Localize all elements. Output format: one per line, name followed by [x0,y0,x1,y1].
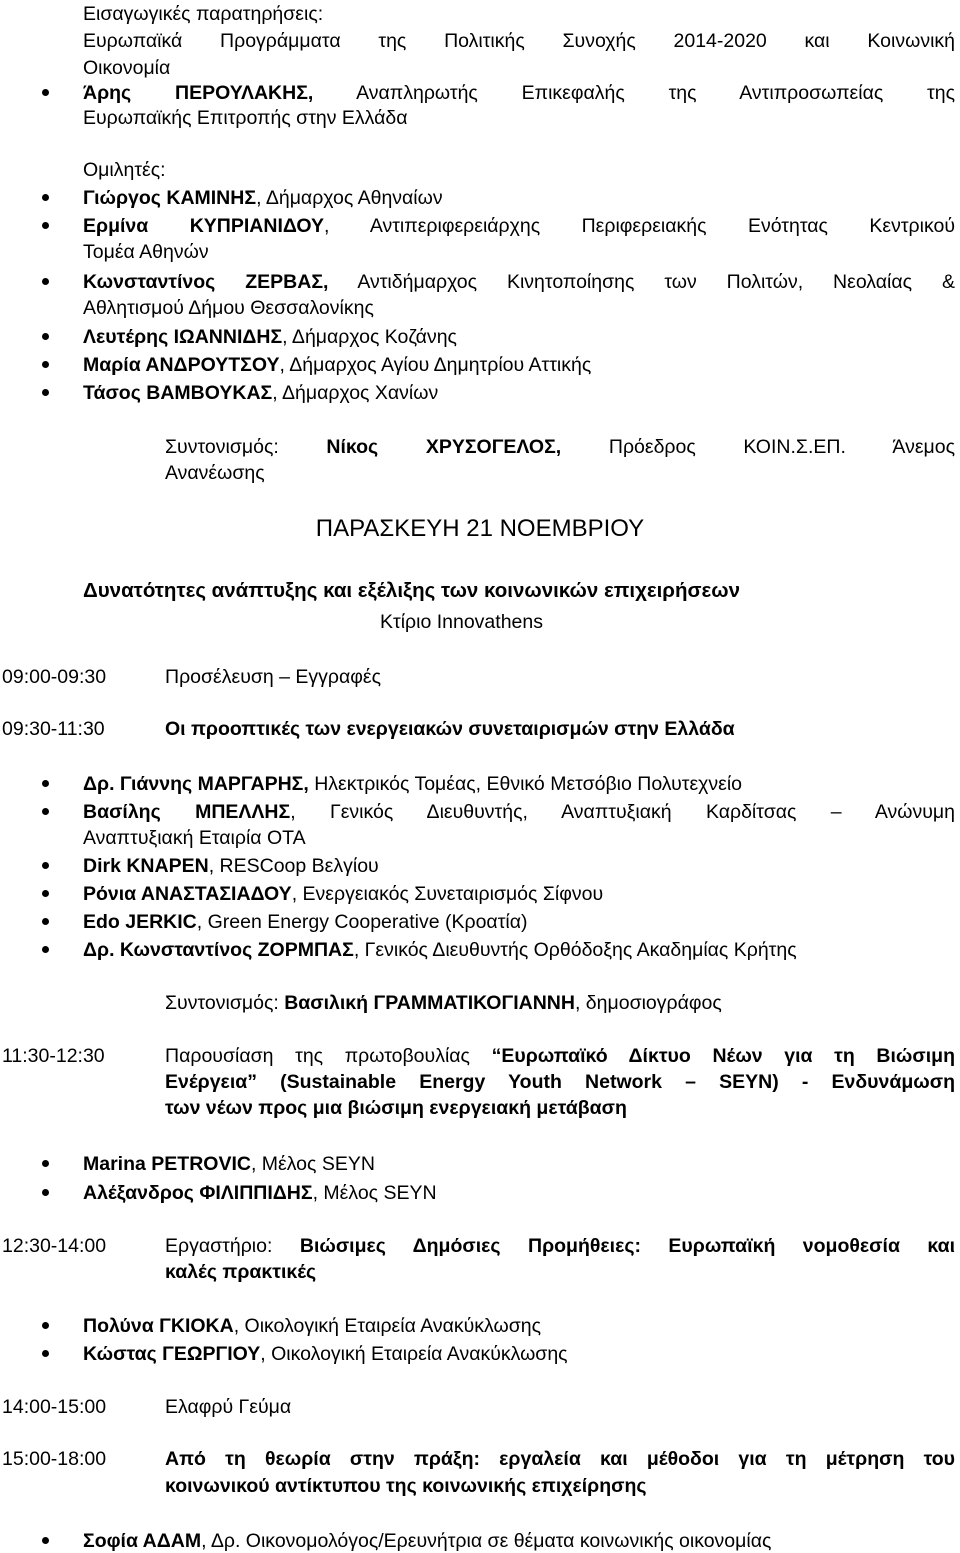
speaker-name: Γιώργος ΚΑΜΙΝΗΣ [83,187,257,209]
panelist-role: , Οικολογική Εταιρεία Ανακύκλωσης [260,1343,568,1365]
bullet [42,946,49,953]
speaker-name: Κωνσταντίνος ΖΕΡΒΑΣ, [83,271,329,293]
panelist-name: Edo JERKIC [83,911,197,933]
panelist-role-cont: Αναπτυξιακή Εταιρία ΟΤΑ [83,827,306,849]
session-intro: Παρουσίαση της πρωτοβουλίας [165,1045,470,1067]
session-title-text: Βιώσιμες Δημόσιες Προμήθειες: Ευρωπαϊκή νομοθεσία και [299,1235,956,1257]
panelist-role: , Γενικός Διευθυντής, Αναπτυξιακή Καρδίτσας – Ανώνυμη [290,801,955,823]
panelist-item [83,1529,771,1553]
panelist-role: , Γενικός Διευθυντής Ορθόδοξης Ακαδημίας Κρήτης [353,939,797,961]
session-title [165,1234,955,1258]
panelist-item [83,1342,568,1366]
day-title: ΠΑΡΑΣΚΕΥΗ 21 ΝΟΕΜΒΡΙΟΥ [315,515,645,542]
coordinator-name: Βασιλική ΓΡΑΜΜΑΤΙΚΟΓΙΑΝΝΗ [284,992,575,1014]
speaker-role-cont: Ευρωπαϊκής Επιτροπής στην Ελλάδα [83,107,408,129]
speaker-name: Άρης ΠΕΡΟΥΛΑΚΗΣ, [83,82,314,104]
speaker-role: , Δήμαρχος Κοζάνης [282,326,457,348]
speaker-name: Μαρία ΑΝΔΡΟΥΤΣΟΥ [83,354,280,376]
speaker-item [83,325,457,349]
session-time: 14:00-15:00 [2,1396,107,1418]
panelist-role: , Ενεργειακός Συνεταιρισμός Σίφνου [291,883,604,905]
panelist-role: , Μέλος SEYN [312,1182,437,1204]
panelist-item [83,854,379,878]
session-title: Οι προοπτικές των ενεργειακών συνεταιρισμών στην Ελλάδα [165,718,735,740]
session-title-cont: των νέων προς μια βιώσιμη ενεργειακή μετάβαση [165,1097,627,1119]
bullet [42,361,49,368]
panelist-item [83,1152,375,1176]
bullet [42,89,49,96]
session-time: 11:30-12:30 [2,1045,105,1067]
bullet [42,1322,49,1329]
panelist-name: Ρόνια ΑΝΑΣΤΑΣΙΑΔΟΥ [83,883,292,905]
session-title: Από τη θεωρία στην πράξη: εργαλεία και μέθοδοι για τη μέτρηση του [165,1448,955,1470]
day-venue: Κτίριο Innovathens [380,611,543,633]
speaker-role: , Δήμαρχος Αγίου Δημητρίου Αττικής [279,354,592,376]
panelist-role: , Δρ. Οικονομολόγος/Ερευνήτρια σε θέματα κοινωνικής οικονομίας [201,1530,772,1552]
session-title-cont: Ενέργεια” (Sustainable Energy Youth Network – SEYN) - Ενδυνάμωση [165,1071,955,1093]
panelist-name: Σοφία ΑΔΑΜ [83,1530,202,1552]
session-title: Παρουσίαση της πρωτοβουλίας “Ευρωπαϊκό Δίκτυο Νέων για τη Βιώσιμη [165,1045,955,1067]
session-time: 15:00-18:00 [2,1448,107,1470]
intro-topic-line: Ευρωπαϊκά Προγράμματα της Πολιτικής Συνοχής 2014-2020 και Κοινωνική [83,30,955,52]
coordinator-line [165,991,722,1015]
session-time: 12:30-14:00 [2,1235,107,1257]
speaker-name: Τάσος ΒΑΜΒΟΥΚΑΣ [83,382,273,404]
panelist-name: Πολύνα ΓΚΙΟΚΑ [83,1315,234,1337]
panelist-role: , Μέλος SEYN [250,1153,375,1175]
bullet [42,808,49,815]
bullet [42,1189,49,1196]
bullet [42,333,49,340]
panelist-role: , Οικολογική Εταιρεία Ανακύκλωσης [233,1315,541,1337]
speaker-name: Ερμίνα ΚΥΠΡΙΑΝΙΔΟΥ [83,215,325,237]
speaker-role: , Δήμαρχος Αθηναίων [256,187,443,209]
speaker-role: Αντιδήμαρχος Κινητοποίησης των Πολιτών, Νεολαίας & [357,271,955,293]
panelist-role: Ηλεκτρικός Τομέας, Εθνικό Μετσόβιο Πολυτεχνείο [314,773,743,795]
session-title: Προσέλευση – Εγγραφές [165,666,382,688]
panelist-name: Δρ. Κωνσταντίνος ΖΟΡΜΠΑΣ [83,939,354,961]
panelist-name: Αλέξανδρος ΦΙΛΙΠΠΙΔΗΣ [83,1182,313,1204]
coordinator-label: Συντονισμός: [165,992,279,1014]
bullet [42,862,49,869]
panelist-name: Δρ. Γιάννης ΜΑΡΓΑΡΗΣ, [83,773,309,795]
panelist-item [83,800,955,824]
coordinator-role: Πρόεδρος ΚΟΙΝ.Σ.ΕΠ. Άνεμος [608,436,956,458]
bullet [42,1350,49,1357]
session-title-cont: κοινωνικού αντίκτυπου της κοινωνικής επιχείρησης [165,1475,647,1497]
bullet [42,890,49,897]
speaker-item [83,381,438,405]
session-title-cont: καλές πρακτικές [165,1261,317,1283]
bullet [42,780,49,787]
speaker-role-cont: Τομέα Αθηνών [83,241,209,263]
speaker-name: Λευτέρης ΙΩΑΝΝΙΔΗΣ [83,326,283,348]
panelist-name: Βασίλης ΜΠΕΛΛΗΣ [83,801,291,823]
panelist-item [83,772,742,796]
bullet [42,1537,49,1544]
bullet [42,194,49,201]
speaker-role: , Δήμαρχος Χανίων [272,382,439,404]
panelist-name: Κώστας ΓΕΩΡΓΙΟΥ [83,1343,261,1365]
bullet [42,1160,49,1167]
panelist-item [83,1314,541,1338]
speaker-item [83,214,955,238]
panelist-name: Dirk KNAPEN [83,855,209,877]
panelist-role: , Green Energy Cooperative (Κροατία) [196,911,528,933]
session-time: 09:30-11:30 [2,718,105,740]
intro-heading: Εισαγωγικές παρατηρήσεις: [83,3,324,25]
panelist-item [83,882,603,906]
bullet [42,389,49,396]
intro-topic-line: Οικονομία [83,57,171,79]
session-title-text: Ευρωπαϊκό Δίκτυο Νέων για τη Βιώσιμη [501,1045,955,1067]
session-title: Ελαφρύ Γεύμα [165,1396,292,1418]
panelist-name: Marina PETROVIC [83,1153,251,1175]
day-theme: Δυνατότητες ανάπτυξης και εξέλιξης των κοινωνικών επιχειρήσεων [83,579,740,602]
coordinator-role-cont: Ανανέωσης [165,462,265,484]
bullet [42,278,49,285]
session-time: 09:00-09:30 [2,666,107,688]
intro-speaker [83,81,955,105]
bullet [42,222,49,229]
speaker-role: , Αντιπεριφερειάρχης Περιφερειακής Ενότητας Κεντρικού [324,215,955,237]
session-intro: Εργαστήριο: [165,1235,273,1257]
panelist-item [83,910,528,934]
coordinator-name: Νίκος ΧΡΥΣΟΓΕΛΟΣ, [326,436,562,458]
panelist-item [83,1181,437,1205]
coordinator-role: , δημοσιογράφος [574,992,722,1014]
speaker-role-cont: Αθλητισμού Δήμου Θεσσαλονίκης [83,297,374,319]
speakers-heading: Ομιλητές: [83,159,166,181]
speaker-item [83,270,955,294]
bullet [42,918,49,925]
speaker-item [83,353,591,377]
coordinator-label: Συντονισμός: [165,436,279,458]
coordinator-line [165,435,955,459]
panelist-role: , RESCoop Βελγίου [208,855,379,877]
speaker-item [83,186,443,210]
speaker-role: Αναπληρωτής Επικεφαλής της Αντιπροσωπείας της [356,82,955,104]
panelist-item [83,938,797,962]
